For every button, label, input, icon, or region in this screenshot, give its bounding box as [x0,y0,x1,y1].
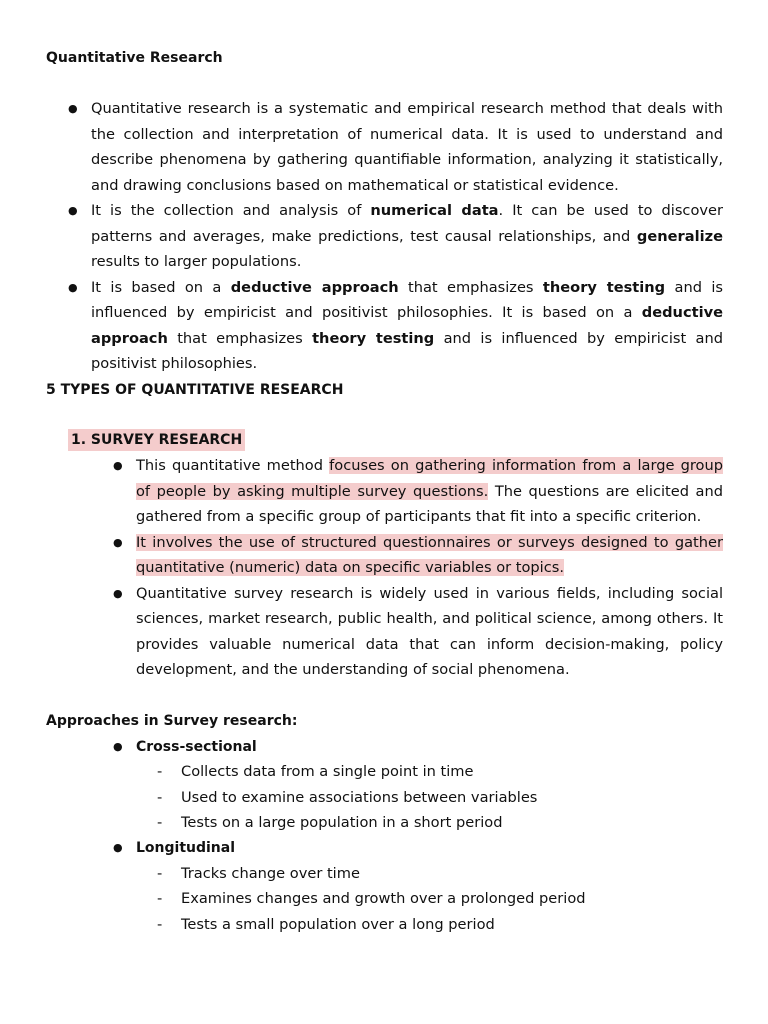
bold-term: generalize [636,227,723,245]
text-span: results to larger populations. [91,253,302,270]
text-span: . It can be used to discover patterns and averages, make predictions, test causal relationships, and [91,202,723,245]
cross-sectional-label: ● Cross-sectional [136,737,257,757]
text-span: and is influenced by empiricist and positivist philosophies. It is based on a [91,278,723,321]
item-text: Tracks change over time [181,865,360,882]
survey-bullet-3: ● Quantitative survey research is widely used in various fields, including social sciences, market research, public health, and political science, among others. It provides valuable numerical data that can inform decision-making, policy development, and the understanding of social phenomena. [136,581,723,683]
item-text: Tests a small population over a long period [181,916,495,933]
highlighted-text: It involves the use of structured questionnaires or surveys designed to gather quantitative (numeric) data on specific variables or topics. [136,533,723,576]
text-span: and is influenced by empiricist and positivist philosophies. [91,329,723,372]
bold-term: theory testing [312,329,435,347]
bold-term: deductive approach [230,278,399,296]
longitudinal-label: ● Longitudinal [136,838,235,858]
highlighted-text: focuses on gathering information from a large group of people by asking multiple survey questions. [136,457,723,500]
survey-list [136,453,723,683]
intro-bullet-1: ● Quantitative research is a systematic and empirical research method that deals with the collection and interpretation of numerical data. It is used to understand and describe phenomena by gathering quantifiable information, analyzing it statistically, and drawing conclusions based on mathematical or statistical evidence. [91,96,723,198]
text-span: that emphasizes [167,329,313,347]
item-text: Collects data from a single point in time [181,763,474,780]
text-span: This quantitative method [136,457,330,474]
bold-term: numerical data [370,202,499,219]
item-text: Examines changes and growth over a prolonged period [181,890,586,907]
page-title: Quantitative Research [46,50,223,66]
text-span: It is the collection and analysis of [91,202,371,219]
intro-list [91,96,723,377]
survey-research-heading: 1. SURVEY RESEARCH [68,429,245,451]
bold-term: theory testing [542,278,666,296]
survey-bullet-1 [136,453,723,530]
survey-bullet-2 [136,530,723,581]
item-text: Used to examine associations between variables [181,789,538,806]
text-span: that emphasizes [398,278,543,296]
intro-bullet-2 [91,198,723,275]
approaches-heading: Approaches in Survey research: [46,713,298,729]
text-span: The questions are elicited and gathered from a specific group of participants that fit into a specific criterion. [136,482,723,525]
intro-bullet-3 [91,275,723,377]
bold-term: deductive approach [91,304,723,347]
text-span: It is based on a [91,278,231,296]
types-heading: 5 TYPES OF QUANTITATIVE RESEARCH [46,382,344,398]
item-text: Tests on a large population in a short period [181,814,503,831]
